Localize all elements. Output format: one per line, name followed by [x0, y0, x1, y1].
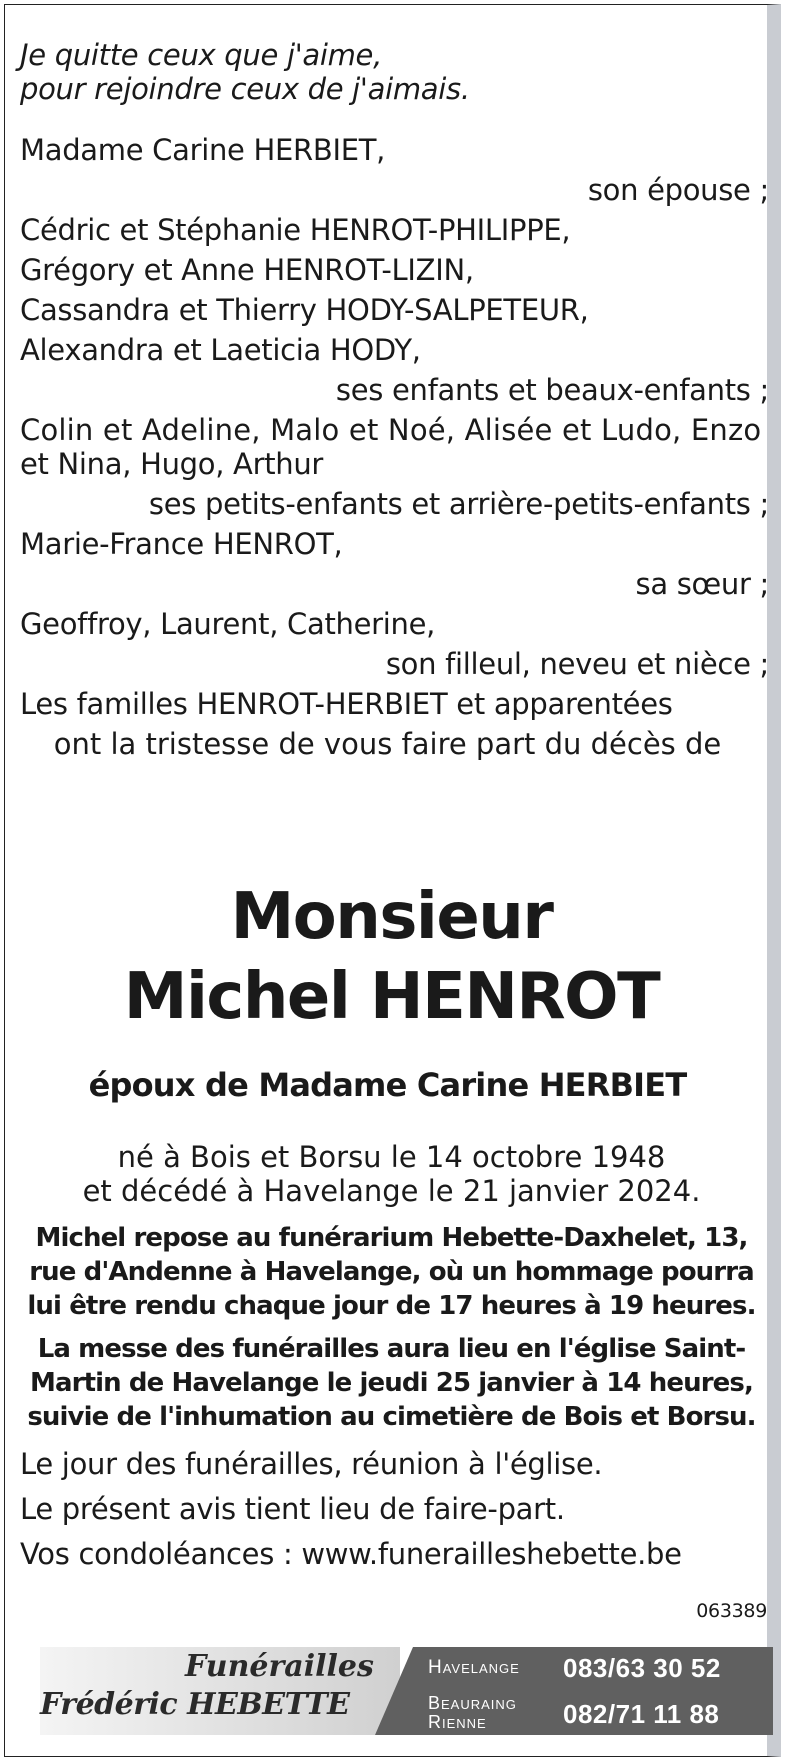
grandchildren-line-2: et Nina, Hugo, Arthur	[20, 447, 324, 481]
sister-role: sa sœur ;	[635, 567, 769, 601]
families-line: Les familles HENROT-HERBIET et apparentées	[20, 687, 673, 721]
spouse-role: son épouse ;	[587, 173, 769, 207]
birth-line: né à Bois et Borsu le 14 octobre 1948	[117, 1140, 666, 1174]
town-havelange: Havelange	[428, 1657, 520, 1678]
announcement-line: ont la tristesse de vous faire part du décès de	[53, 727, 722, 761]
spouse-of-line: époux de Madame Carine HERBIET	[88, 1066, 687, 1104]
mass-line-1: La messe des funérailles aura lieu en l'église Saint-	[37, 1334, 746, 1364]
notice-line: Le présent avis tient lieu de faire-part.	[20, 1492, 565, 1526]
grandchildren-role: ses petits-enfants et arrière-petits-enfants ;	[148, 487, 769, 521]
children-role: ses enfants et beaux-enfants ;	[335, 373, 769, 407]
town-rienne: Rienne	[428, 1712, 487, 1732]
death-line: et décédé à Havelange le 21 janvier 2024.	[82, 1174, 701, 1208]
deceased-name: Michel HENROT	[123, 960, 660, 1034]
funeral-home-banner	[40, 1647, 773, 1735]
sister-name: Marie-France HENROT,	[20, 527, 343, 561]
town-beauraing: Beauraing	[428, 1693, 517, 1713]
reference-number: 063389	[696, 1600, 767, 1622]
child-2: Grégory et Anne HENROT-LIZIN,	[20, 253, 474, 287]
child-4: Alexandra et Laeticia HODY,	[20, 333, 421, 367]
child-3: Cassandra et Thierry HODY-SALPETEUR,	[20, 293, 589, 327]
company-line-2: Frédéric HEBETTE	[40, 1687, 350, 1722]
phone-havelange: 083/63 30 52	[563, 1653, 721, 1683]
mass-line-2: Martin de Havelange le jeudi 25 janvier à 14 heures,	[30, 1368, 753, 1398]
nephews-role: son filleul, neveu et nièce ;	[385, 647, 769, 681]
funerarium-line-1: Michel repose au funérarium Hebette-Daxhelet, 13,	[35, 1223, 748, 1253]
child-1: Cédric et Stéphanie HENROT-PHILIPPE,	[20, 213, 571, 247]
funerarium-line-2: rue d'Andenne à Havelange, où un hommage pourra	[29, 1257, 754, 1287]
funerarium-line-3: lui être rendu chaque jour de 17 heures à 19 heures.	[27, 1291, 756, 1321]
nephews-names: Geoffroy, Laurent, Catherine,	[20, 607, 436, 641]
meeting-line: Le jour des funérailles, réunion à l'église.	[20, 1447, 603, 1481]
spouse-name: Madame Carine HERBIET,	[20, 133, 386, 167]
grandchildren-line-1: Colin et Adeline, Malo et Noé, Alisée et Ludo, Enzo	[20, 413, 762, 447]
company-line-1: Funérailles	[185, 1649, 374, 1684]
phone-beauraing: 082/71 11 88	[563, 1699, 720, 1729]
mass-line-3: suivie de l'inhumation au cimetière de Bois et Borsu.	[27, 1402, 756, 1432]
quote-line-2: pour rejoindre ceux de j'aimais.	[20, 72, 470, 106]
deceased-title: Monsieur	[230, 880, 553, 954]
quote-line-1: Je quitte ceux que j'aime,	[20, 38, 383, 72]
condolences-line: Vos condoléances : www.funerailleshebette.be	[20, 1537, 682, 1571]
